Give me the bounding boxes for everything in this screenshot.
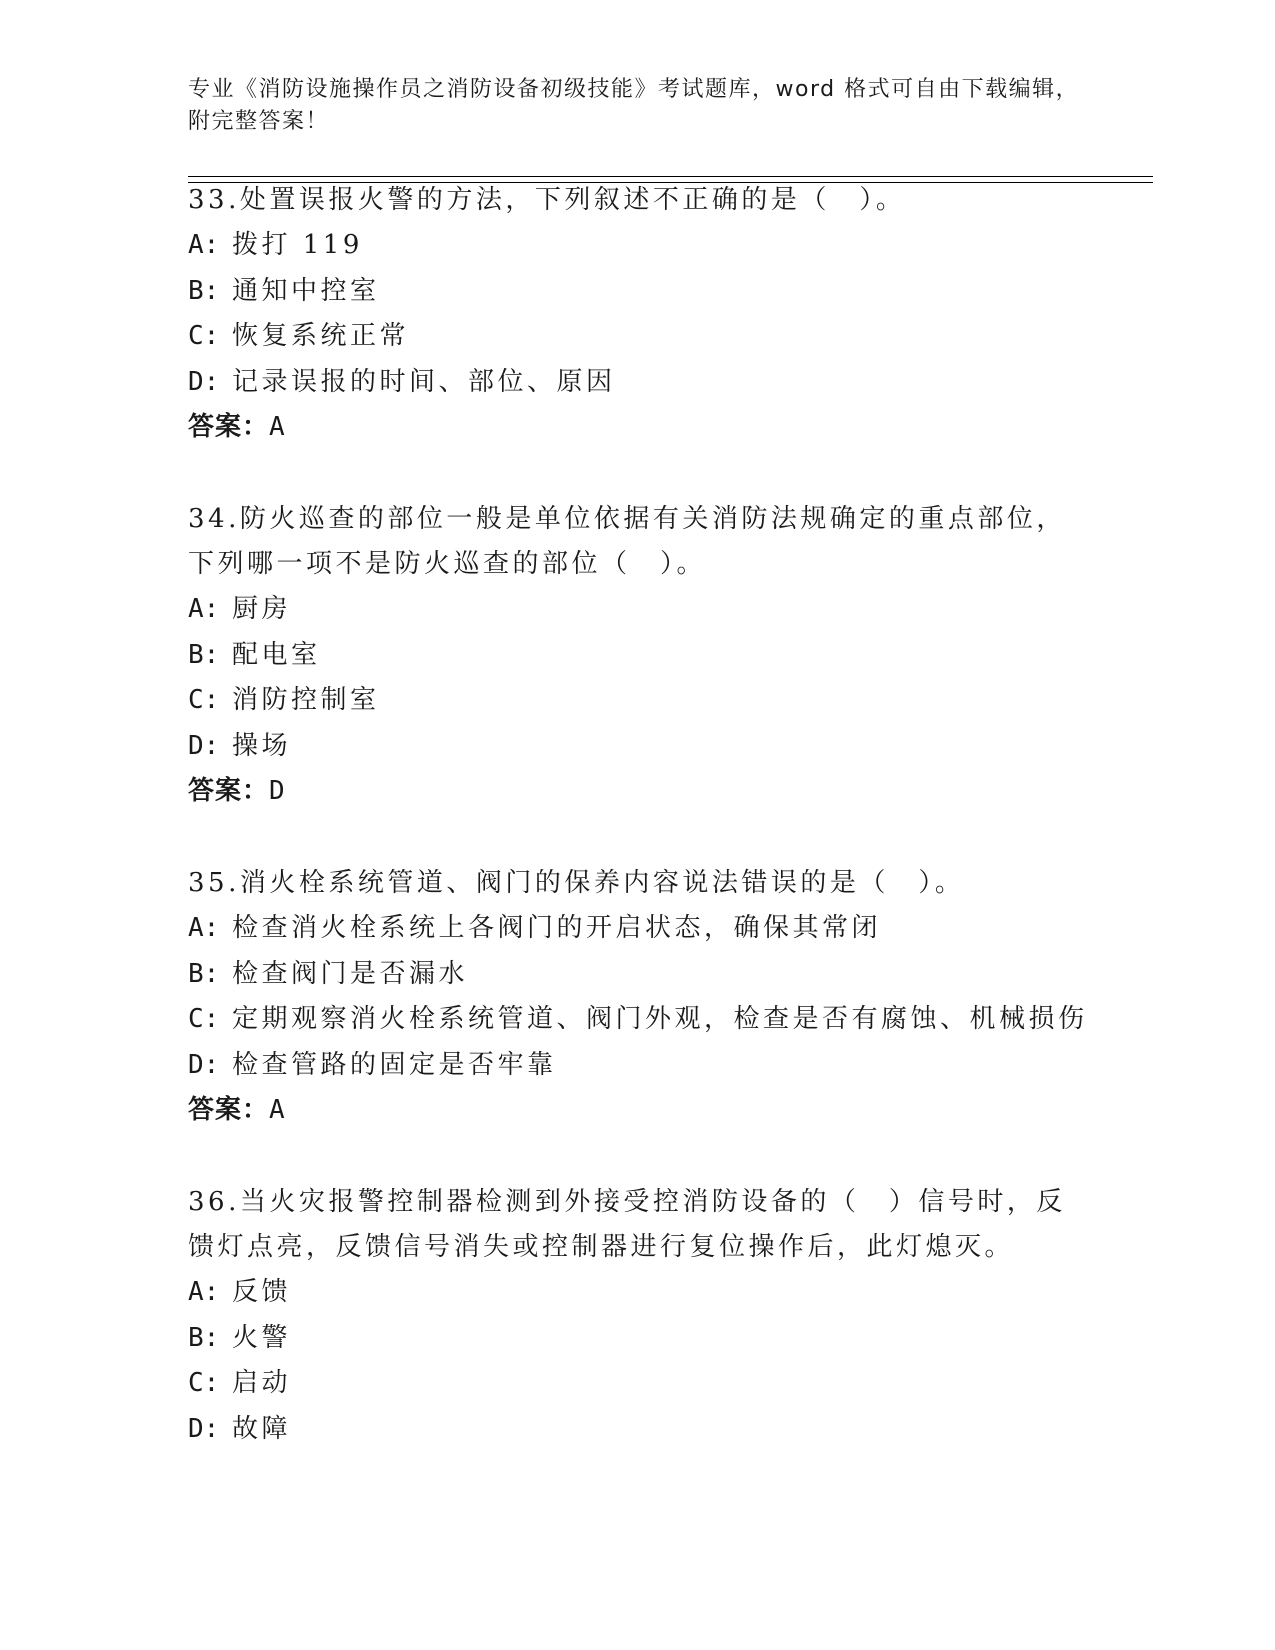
option-key: D: — [188, 366, 220, 397]
question-text: 35.消火栓系统管道、阀门的保养内容说法错误的是（ ）。 — [188, 868, 965, 898]
option-text: 反馈 — [232, 1277, 292, 1307]
question-text: 33.处置误报火警的方法，下列叙述不正确的是（ ）。 — [188, 185, 906, 215]
option-b — [188, 269, 1088, 315]
question-35 — [188, 861, 1088, 1133]
question-text: 36.当火灾报警控制器检测到外接受控消防设备的（ ）信号时，反馈灯点亮，反馈信号消失或控制器进行复位操作后，此灯熄灭。 — [188, 1187, 1066, 1262]
option-d — [188, 1043, 1088, 1089]
answer-value: D — [269, 776, 286, 806]
answer-value: A — [269, 412, 286, 442]
option-b — [188, 1316, 1088, 1362]
question-text: 34.防火巡查的部位一般是单位依据有关消防法规确定的重点部位，下列哪一项不是防火巡查的部位（ ）。 — [188, 504, 1066, 579]
option-c — [188, 1361, 1088, 1407]
option-text: 配电室 — [232, 639, 321, 670]
answer-label: 答案： — [188, 776, 270, 806]
answer-line — [188, 769, 1088, 814]
option-d — [188, 360, 1088, 406]
option-text: 检查管路的固定是否牢靠 — [232, 1049, 557, 1080]
question-36 — [188, 1180, 1088, 1452]
option-a — [188, 587, 1088, 633]
option-a — [188, 223, 1088, 269]
option-key: A: — [188, 1277, 220, 1307]
question-33 — [188, 178, 1088, 450]
answer-line — [188, 1088, 1088, 1133]
option-text: 检查阀门是否漏水 — [232, 958, 469, 989]
option-key: A: — [188, 594, 220, 624]
option-key: C: — [188, 1004, 220, 1034]
question-34 — [188, 497, 1088, 814]
option-key: C: — [188, 685, 220, 715]
option-b — [188, 952, 1088, 998]
option-c — [188, 678, 1088, 724]
option-text: 启动 — [232, 1368, 292, 1398]
option-key: B: — [188, 639, 220, 670]
option-key: D: — [188, 730, 220, 761]
option-text: 操场 — [232, 730, 292, 761]
option-text: 厨房 — [232, 594, 292, 624]
option-key: D: — [188, 1413, 220, 1444]
option-d — [188, 1407, 1088, 1453]
option-text: 检查消火栓系统上各阀门的开启状态，确保其常闭 — [232, 913, 882, 943]
option-key: D: — [188, 1049, 220, 1080]
option-b — [188, 633, 1088, 679]
option-key: C: — [188, 321, 220, 351]
option-text: 拨打 119 — [232, 230, 363, 260]
answer-line — [188, 405, 1088, 450]
option-c — [188, 997, 1088, 1043]
answer-label: 答案： — [188, 1095, 270, 1125]
option-text: 故障 — [232, 1413, 292, 1444]
option-a — [188, 1270, 1088, 1316]
option-text: 恢复系统正常 — [232, 321, 410, 351]
header-divider-top — [188, 176, 1153, 177]
option-text: 定期观察消火栓系统管道、阀门外观，检查是否有腐蚀、机械损伤 — [232, 1004, 1088, 1034]
option-text: 火警 — [232, 1322, 292, 1353]
option-key: B: — [188, 1322, 220, 1353]
option-key: A: — [188, 913, 220, 943]
document-header: 专业《消防设施操作员之消防设备初级技能》考试题库，word 格式可自由下载编辑，附完整答案！ — [188, 77, 1080, 134]
option-text: 记录误报的时间、部位、原因 — [232, 366, 616, 397]
option-key: B: — [188, 958, 220, 989]
option-d — [188, 724, 1088, 770]
option-c — [188, 314, 1088, 360]
option-text: 消防控制室 — [232, 685, 380, 715]
option-a — [188, 906, 1088, 952]
option-key: C: — [188, 1368, 220, 1398]
option-text: 通知中控室 — [232, 275, 380, 306]
answer-value: A — [269, 1095, 286, 1125]
answer-label: 答案： — [188, 412, 270, 442]
option-key: A: — [188, 230, 220, 260]
option-key: B: — [188, 275, 220, 306]
